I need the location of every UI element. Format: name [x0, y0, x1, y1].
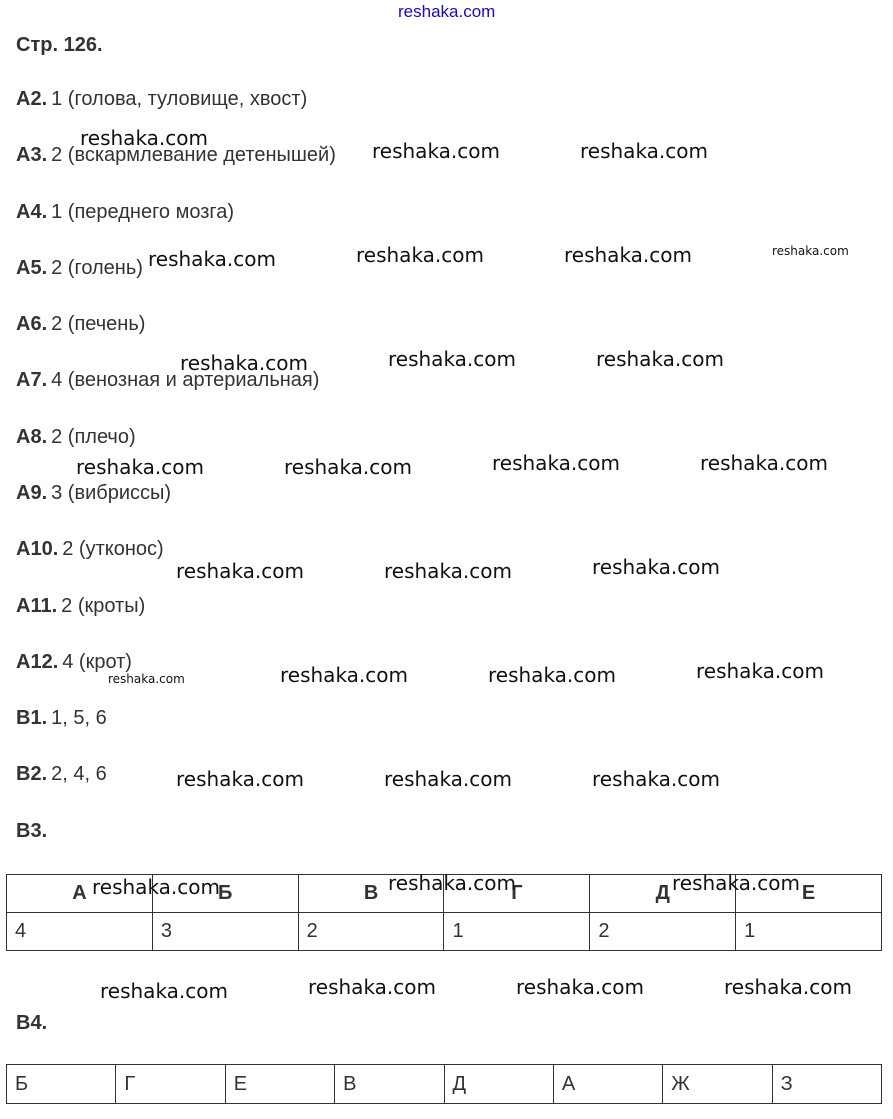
watermark: reshaka.com	[284, 455, 412, 479]
table-cell: 1	[736, 913, 882, 951]
table-cell: 3	[152, 913, 298, 951]
answer-value: 2 (кроты)	[61, 595, 146, 617]
watermark: reshaka.com	[700, 451, 828, 475]
answer-a12	[16, 651, 132, 674]
table-cell: З	[772, 1065, 881, 1104]
table-header-cell: Д	[590, 875, 736, 913]
answer-label: A2.	[16, 88, 48, 110]
watermark: reshaka.com	[388, 347, 516, 371]
watermark: reshaka.com	[92, 875, 220, 899]
table-cell: В	[335, 1065, 444, 1104]
answer-value: 4 (венозная и артериальная)	[51, 369, 320, 391]
b4-table	[6, 1064, 882, 1104]
watermark: reshaka.com	[580, 139, 708, 163]
watermark: reshaka.com	[592, 555, 720, 579]
table-cell: Е	[225, 1065, 334, 1104]
watermark: reshaka.com	[488, 663, 616, 687]
table-header-cell: А	[7, 875, 153, 913]
answer-value: 1 (переднего мозга)	[51, 201, 235, 223]
page-title: Стр. 126.	[16, 34, 103, 56]
answer-value: 2 (печень)	[51, 313, 146, 335]
table-cell: Д	[444, 1065, 553, 1104]
watermark: reshaka.com	[356, 243, 484, 267]
answer-label: B1.	[16, 707, 48, 729]
answer-label: A9.	[16, 482, 48, 504]
table-header-row	[7, 875, 882, 913]
table-cell: Г	[116, 1065, 225, 1104]
watermark: reshaka.com	[388, 871, 516, 895]
answer-b1	[16, 707, 107, 730]
answer-value: 4 (крот)	[62, 651, 132, 673]
table-row	[7, 913, 882, 951]
table-cell: 4	[7, 913, 153, 951]
answer-a7	[16, 369, 319, 392]
answer-a11	[16, 595, 145, 618]
answer-label: A7.	[16, 369, 48, 391]
watermark: reshaka.com	[492, 451, 620, 475]
answer-label: B3.	[16, 820, 48, 842]
table-header-cell: В	[298, 875, 444, 913]
answer-label: A12.	[16, 651, 59, 673]
table-header-cell: Г	[444, 875, 590, 913]
watermark: reshaka.com	[148, 247, 276, 271]
watermark: reshaka.com	[280, 663, 408, 687]
watermark: reshaka.com	[372, 139, 500, 163]
answer-b3	[16, 820, 47, 843]
watermark: reshaka.com	[176, 767, 304, 791]
watermark: reshaka.com	[596, 347, 724, 371]
watermark: reshaka.com	[672, 871, 800, 895]
answer-value: 2, 4, 6	[51, 763, 107, 785]
answer-label: A8.	[16, 426, 48, 448]
answer-a3	[16, 144, 336, 167]
answer-label: B2.	[16, 763, 48, 785]
answer-a10	[16, 538, 164, 561]
answer-b4	[16, 1012, 47, 1035]
answer-value: 1, 5, 6	[51, 707, 107, 729]
watermark: reshaka.com	[384, 767, 512, 791]
answer-b2	[16, 763, 107, 786]
watermark: reshaka.com	[308, 975, 436, 999]
watermark: reshaka.com	[592, 767, 720, 791]
table-row	[7, 1065, 882, 1104]
table-cell: Б	[7, 1065, 116, 1104]
answer-value: 2 (утконос)	[62, 538, 164, 560]
answer-value: 3 (вибриссы)	[51, 482, 172, 504]
watermark: reshaka.com	[772, 244, 849, 258]
table-header-cell: Б	[152, 875, 298, 913]
site-link[interactable]: reshaka.com	[398, 2, 496, 21]
table-cell: А	[553, 1065, 662, 1104]
answer-a6	[16, 313, 145, 336]
answer-label: A6.	[16, 313, 48, 335]
table-header-cell: Е	[736, 875, 882, 913]
answer-a4	[16, 201, 234, 224]
table-cell: Ж	[663, 1065, 772, 1104]
answer-label: B4.	[16, 1012, 48, 1034]
watermark: reshaka.com	[80, 126, 208, 150]
watermark: reshaka.com	[564, 243, 692, 267]
watermark: reshaka.com	[76, 455, 204, 479]
answer-a8	[16, 426, 136, 449]
answer-value: 2 (плечо)	[51, 426, 136, 448]
answer-a2	[16, 88, 307, 111]
answer-value: 1 (голова, туловище, хвост)	[51, 88, 308, 110]
table-cell: 2	[590, 913, 736, 951]
watermark: reshaka.com	[724, 975, 852, 999]
watermark: reshaka.com	[100, 979, 228, 1003]
watermark: reshaka.com	[384, 559, 512, 583]
watermark: reshaka.com	[180, 351, 308, 375]
table-cell: 1	[444, 913, 590, 951]
answer-a5	[16, 257, 143, 280]
answer-label: A10.	[16, 538, 59, 560]
table-cell: 2	[298, 913, 444, 951]
answer-a9	[16, 482, 171, 505]
answer-label: A4.	[16, 201, 48, 223]
answer-label: A3.	[16, 144, 48, 166]
answer-value: 2 (голень)	[51, 257, 143, 279]
answer-label: A11.	[16, 595, 58, 617]
answer-label: A5.	[16, 257, 48, 279]
answer-value: 2 (вскармлевание детенышей)	[51, 144, 336, 166]
watermark: reshaka.com	[696, 659, 824, 683]
watermark: reshaka.com	[176, 559, 304, 583]
b3-table	[6, 874, 882, 951]
watermark: reshaka.com	[108, 672, 185, 686]
watermark: reshaka.com	[516, 975, 644, 999]
